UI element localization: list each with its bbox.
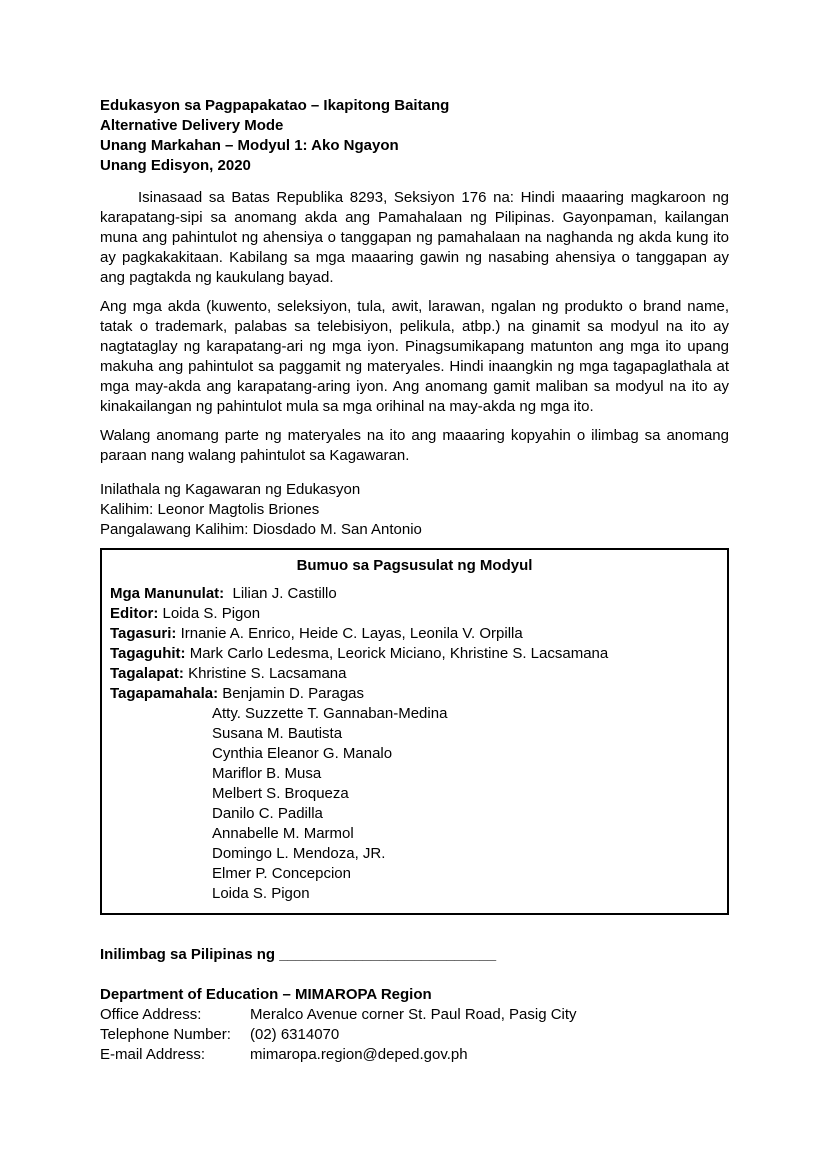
role-writers [110, 584, 719, 604]
role-editor [110, 604, 719, 624]
manager-name: Elmer P. Concepcion [212, 865, 351, 882]
module-edition-line: Unang Edisyon, 2020 [100, 157, 251, 174]
management-team-list [110, 704, 719, 904]
copyright-paragraph-3: Walang anomang parte ng materyales na ito ang maaaring kopyahin o ilimbag sa anomang paraan nang walang pahintulot sa Kagawaran. [100, 427, 729, 464]
module-mode-line: Alternative Delivery Mode [100, 117, 284, 134]
page-content [100, 96, 729, 1065]
contact-row-telephone [100, 1025, 729, 1045]
role-reviewers-label: Tagasuri: [110, 625, 177, 642]
printed-in-label: Inilimbag sa Pilipinas ng [100, 946, 276, 963]
copyright-paragraph-1: Isinasaad sa Batas Republika 8293, Seksiyon 176 na: Hindi maaaring magkaroon ng karapatang-sipi sa anomang akda ang Pamahalaan ng Pilipinas. Gayonpaman, kailangan muna ang pahintulot ng ahensiya o tanggapan ng pamahalaan na naghanda ng akda kung ito ay pagkakakitaan. Kabilang sa mga maaaring gawin ng nasabing ahensiya o tanggapan ay ang pagtakda ng kaukulang bayad. [100, 189, 729, 286]
printed-in-line [100, 945, 729, 965]
module-subject-line: Edukasyon sa Pagpapakatao – Ikapitong Baitang [100, 97, 450, 114]
secretary-line: Kalihim: Leonor Magtolis Briones [100, 501, 320, 518]
role-editor-label: Editor: [110, 605, 159, 622]
role-illustrators-label: Tagaguhit: [110, 645, 186, 662]
copyright-paragraph-2: Ang mga akda (kuwento, seleksiyon, tula, awit, larawan, ngalan ng produkto o brand name, tatak o trademark, palabas sa telebisiyon, pelikula, atbp.) na ginamit sa modyul na ito ay nagtataglay ng karapatang-ari ng mga iyon. Pinagsumikapang matunton ang mga ito upang makuha ang pahintulot sa paggamit ng materyales. Hindi inaangkin ng mga tagapaglathala at mga may-akda ang karapatang-aring iyon. Ang anomang gamit maliban sa modyul na ito ay kinakailangan ng pahintulot mula sa mga orihinal na may-akda ng mga ito. [100, 298, 729, 415]
manager-name: Domingo L. Mendoza, JR. [212, 845, 386, 862]
office-address-label: Office Address: [100, 1006, 202, 1023]
role-layout-artist [110, 664, 719, 684]
email-value: mimaropa.region@deped.gov.ph [250, 1046, 468, 1063]
team-box-title: Bumuo sa Pagsusulat ng Modyul [296, 557, 533, 574]
development-team-box [100, 548, 729, 915]
printed-in-blank: __________________________ [279, 946, 497, 963]
role-management [110, 684, 719, 704]
manager-name: Cynthia Eleanor G. Manalo [212, 745, 393, 762]
role-layout-artist-label: Tagalapat: [110, 665, 184, 682]
manager-name: Mariflor B. Musa [212, 765, 322, 782]
undersecretary-line: Pangalawang Kalihim: Diosdado M. San Antonio [100, 521, 422, 538]
contact-row-email [100, 1045, 729, 1065]
role-management-value: Benjamin D. Paragas [222, 685, 365, 702]
manager-name: Danilo C. Padilla [212, 805, 323, 822]
role-layout-artist-value: Khristine S. Lacsamana [188, 665, 347, 682]
manager-name: Susana M. Bautista [212, 725, 343, 742]
role-illustrators [110, 644, 719, 664]
office-address-value: Meralco Avenue corner St. Paul Road, Pasig City [250, 1006, 577, 1023]
module-title-line: Unang Markahan – Modyul 1: Ako Ngayon [100, 137, 399, 154]
manager-name: Atty. Suzzette T. Gannaban-Medina [212, 705, 448, 722]
role-writers-label: Mga Manunulat: [110, 585, 225, 602]
manager-name: Loida S. Pigon [212, 885, 310, 902]
telephone-label: Telephone Number: [100, 1026, 231, 1043]
manager-name: Annabelle M. Marmol [212, 825, 354, 842]
role-reviewers [110, 624, 719, 644]
role-management-label: Tagapamahala: [110, 685, 219, 702]
manager-name: Melbert S. Broqueza [212, 785, 349, 802]
telephone-value: (02) 6314070 [250, 1026, 340, 1043]
contact-block [100, 985, 729, 1065]
role-illustrators-value: Mark Carlo Ledesma, Leorick Miciano, Khristine S. Lacsamana [189, 645, 609, 662]
role-reviewers-value: Irnanie A. Enrico, Heide C. Layas, Leonila V. Orpilla [180, 625, 523, 642]
role-editor-value: Loida S. Pigon [162, 605, 261, 622]
publisher-line: Inilathala ng Kagawaran ng Edukasyon [100, 481, 361, 498]
email-label: E-mail Address: [100, 1046, 206, 1063]
module-header [100, 96, 729, 176]
contact-org-name: Department of Education – MIMAROPA Region [100, 986, 432, 1003]
role-writers-value: Lilian J. Castillo [228, 585, 337, 602]
contact-row-office [100, 1005, 729, 1025]
publisher-block [100, 480, 729, 540]
